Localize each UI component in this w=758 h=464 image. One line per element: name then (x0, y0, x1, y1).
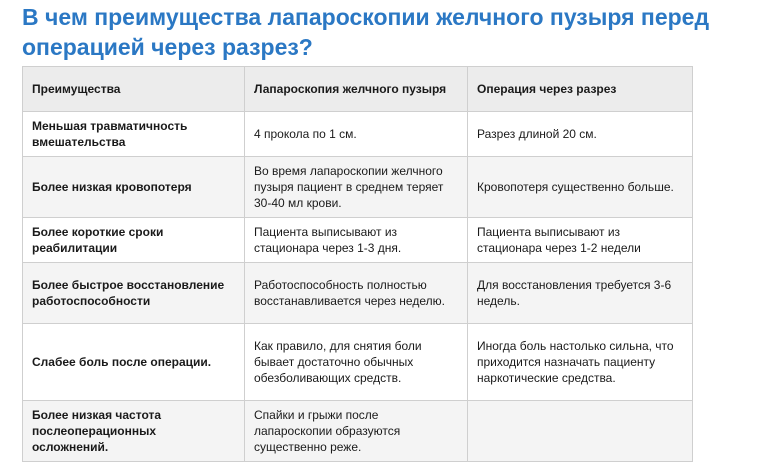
laparoscopy-cell: Работоспособность полностью восстанавливается через неделю. (245, 263, 468, 324)
laparoscopy-cell: Пациента выписывают из стационара через 1-3 дня. (245, 218, 468, 263)
page-title: В чем преимущества лапароскопии желчного пузыря перед операцией через разрез? (22, 4, 710, 60)
advantage-cell: Более короткие сроки реабилитации (23, 218, 245, 263)
advantage-cell: Более низкая кровопотеря (23, 157, 245, 218)
table-row (23, 401, 693, 462)
advantage-cell: Меньшая травматичность вмешательства (23, 112, 245, 157)
header-advantages: Преимущества (23, 67, 245, 112)
header-laparoscopy: Лапароскопия желчного пузыря (245, 67, 468, 112)
laparoscopy-cell: Во время лапароскопии желчного пузыря пациент в среднем теряет 30-40 мл крови. (245, 157, 468, 218)
open-surgery-cell (468, 401, 693, 462)
table-row (23, 218, 693, 263)
open-surgery-cell: Иногда боль настолько сильна, что приходится назначать пациенту наркотические средства. (468, 324, 693, 401)
table-row (23, 157, 693, 218)
table-header-row (23, 67, 693, 112)
laparoscopy-cell: Спайки и грыжи после лапароскопии образуются существенно реже. (245, 401, 468, 462)
table-row (23, 324, 693, 401)
advantage-cell: Слабее боль после операции. (23, 324, 245, 401)
table-row (23, 112, 693, 157)
advantage-cell: Более быстрое восстановление работоспособности (23, 263, 245, 324)
open-surgery-cell: Для восстановления требуется 3-6 недель. (468, 263, 693, 324)
header-open-surgery: Операция через разрез (468, 67, 693, 112)
open-surgery-cell: Пациента выписывают из стационара через 1-2 недели (468, 218, 693, 263)
laparoscopy-cell: Как правило, для снятия боли бывает достаточно обычных обезболивающих средств. (245, 324, 468, 401)
open-surgery-cell: Разрез длиной 20 см. (468, 112, 693, 157)
laparoscopy-cell: 4 прокола по 1 см. (245, 112, 468, 157)
advantage-cell: Более низкая частота послеоперационных осложнений. (23, 401, 245, 462)
comparison-table (22, 66, 693, 462)
table-row (23, 263, 693, 324)
open-surgery-cell: Кровопотеря существенно больше. (468, 157, 693, 218)
